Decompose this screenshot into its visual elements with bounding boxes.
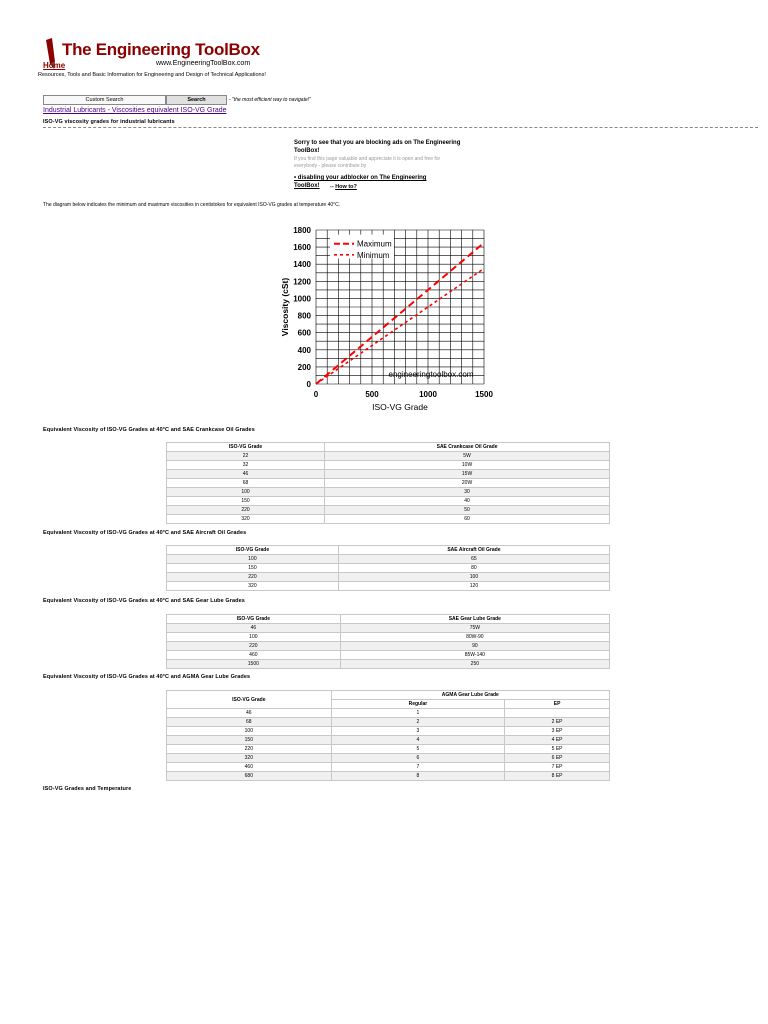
table-cell: 46 [167, 470, 325, 479]
table-cell: 320 [167, 515, 325, 524]
column-header: ISO-VG Grade [167, 691, 332, 709]
column-header: ISO-VG Grade [167, 443, 325, 452]
y-tick-label: 1200 [293, 277, 311, 287]
site-title[interactable]: The Engineering ToolBox [62, 40, 260, 59]
table-cell: 4 EP [505, 736, 610, 745]
table-row [167, 633, 610, 642]
y-tick-label: 800 [297, 311, 311, 321]
table-row [167, 754, 610, 763]
y-tick-label: 200 [297, 362, 311, 372]
table-cell: 150 [167, 564, 339, 573]
table-cell: 100 [167, 555, 339, 564]
table-cell: 10W [325, 461, 610, 470]
y-axis-label: Viscosity (cSt) [280, 277, 290, 337]
intro-text: The diagram below indicates the minimum and maximum viscosities in centistokes for equivalent ISO-VG grades at temperature 40°C. [43, 202, 341, 208]
table-row [167, 745, 610, 754]
y-tick-label: 1000 [293, 294, 311, 304]
table-row [167, 515, 610, 524]
table-cell: 150 [167, 736, 332, 745]
table-cell: 2 EP [505, 718, 610, 727]
aircraft-table [166, 545, 610, 591]
table-row [167, 564, 610, 573]
table-row [167, 718, 610, 727]
table-row [167, 573, 610, 582]
table-row [167, 624, 610, 633]
x-tick-label: 1000 [419, 390, 437, 399]
table-cell: 7 EP [505, 763, 610, 772]
table-row [167, 555, 610, 564]
site-url: www.EngineeringToolBox.com [156, 60, 251, 67]
table-cell: 250 [340, 660, 609, 669]
table-cell: 50 [325, 506, 610, 515]
page-title: ISO-VG viscosity grades for industrial lubricants [43, 119, 175, 125]
table-cell: 8 [331, 772, 505, 781]
x-tick-label: 500 [365, 390, 379, 399]
y-tick-label: 400 [297, 345, 311, 355]
table-cell: 68 [167, 718, 332, 727]
table-cell: 100 [338, 573, 609, 582]
table-cell: 460 [167, 651, 341, 660]
table-row [167, 452, 610, 461]
legend-label-maximum: Maximum [357, 239, 392, 249]
disable-adblocker-text[interactable]: disabling your adblocker on The Engineering ToolBox! [294, 175, 427, 189]
y-tick-label: 0 [306, 380, 311, 389]
table-cell: 150 [167, 497, 325, 506]
x-axis-label: ISO-VG Grade [372, 402, 428, 412]
chart-watermark: engineeringtoolbox.com [388, 370, 474, 380]
agma-table [166, 690, 610, 781]
table-cell: 5W [325, 452, 610, 461]
table-row [167, 651, 610, 660]
y-tick-label: 1600 [293, 243, 311, 253]
column-header: SAE Crankcase Oil Grade [325, 443, 610, 452]
table-cell: 3 [331, 727, 505, 736]
table-cell: 46 [167, 624, 341, 633]
table-cell: 1500 [167, 660, 341, 669]
adblock-notice-text: If you find this page valuable and appreciate it is open and free for everybody - please contribute by [294, 156, 441, 169]
table-row [167, 479, 610, 488]
table-row [167, 497, 610, 506]
bullet: • [294, 175, 298, 181]
table-cell: 460 [167, 763, 332, 772]
table-cell: 5 [331, 745, 505, 754]
y-tick-label: 1800 [293, 226, 311, 235]
table-row [167, 488, 610, 497]
table-cell: 1 [331, 709, 505, 718]
tagline: Resources, Tools and Basic Information for Engineering and Design of Technical Applications! [38, 72, 266, 78]
table-cell: 6 [331, 754, 505, 763]
column-header: ISO-VG Grade [167, 546, 339, 555]
table-row [167, 727, 610, 736]
table-row [167, 660, 610, 669]
table-cell: 5 EP [505, 745, 610, 754]
table-cell: 220 [167, 642, 341, 651]
table-row [167, 582, 610, 591]
column-header: AGMA Gear Lube Grade [331, 691, 609, 700]
table-cell: 80W-90 [340, 633, 609, 642]
table-cell: 320 [167, 754, 332, 763]
home-link[interactable]: Home [43, 61, 66, 70]
table-cell: 85W-140 [340, 651, 609, 660]
section-heading-gear-lube: Equivalent Viscosity of ISO-VG Grades at 40°C and SAE Gear Lube Grades [43, 598, 245, 604]
y-tick-label: 600 [297, 328, 311, 338]
table-cell: 7 [331, 763, 505, 772]
table-cell [505, 709, 610, 718]
table-cell: 68 [167, 479, 325, 488]
table-cell: 120 [338, 582, 609, 591]
search-button[interactable]: Search [166, 95, 227, 105]
x-tick-label: 0 [313, 390, 319, 399]
table-cell: 320 [167, 582, 339, 591]
crankcase-table [166, 442, 610, 524]
table-cell: 2 [331, 718, 505, 727]
table-cell: 65 [338, 555, 609, 564]
table-row [167, 506, 610, 515]
column-header: Regular [331, 700, 505, 709]
legend-label-minimum: Minimum [357, 250, 390, 260]
column-header: SAE Gear Lube Grade [340, 615, 609, 624]
how-to-text[interactable]: How to? [335, 184, 357, 190]
table-row [167, 461, 610, 470]
search-note: - "the most efficient way to navigate!" [229, 97, 311, 103]
table-cell: 75W [340, 624, 609, 633]
table-cell: 60 [325, 515, 610, 524]
section-heading-crankcase: Equivalent Viscosity of ISO-VG Grades at 40°C and SAE Crankcase Oil Grades [43, 427, 255, 433]
table-cell: 100 [167, 633, 341, 642]
table-cell: 32 [167, 461, 325, 470]
table-cell: 90 [340, 642, 609, 651]
how-to-link[interactable] [330, 184, 357, 190]
table-cell: 30 [325, 488, 610, 497]
table-cell: 8 EP [505, 772, 610, 781]
viscosity-chart [276, 220, 496, 415]
table-cell: 15W [325, 470, 610, 479]
table-cell: 220 [167, 745, 332, 754]
column-header: SAE Aircraft Oil Grade [338, 546, 609, 555]
table-cell: 46 [167, 709, 332, 718]
table-cell: 680 [167, 772, 332, 781]
section-heading-aircraft: Equivalent Viscosity of ISO-VG Grades at 40°C and SAE Aircraft Oil Grades [43, 530, 247, 536]
table-cell: 40 [325, 497, 610, 506]
table-cell: 220 [167, 506, 325, 515]
table-cell: 100 [167, 488, 325, 497]
y-tick-label: 1400 [293, 260, 311, 270]
table-cell: 4 [331, 736, 505, 745]
column-header: ISO-VG Grade [167, 615, 341, 624]
divider [43, 127, 758, 128]
table-row [167, 709, 610, 718]
adblock-notice-title: Sorry to see that you are blocking ads on The Engineering ToolBox! [294, 140, 461, 154]
breadcrumb[interactable]: Industrial Lubricants - Viscosities equivalent ISO-VG Grade [43, 107, 227, 114]
table-cell: 20W [325, 479, 610, 488]
table-row [167, 763, 610, 772]
column-header: EP [505, 700, 610, 709]
x-tick-label: 1500 [475, 390, 493, 399]
table-cell: 22 [167, 452, 325, 461]
how-to-prefix: -- [330, 184, 334, 190]
gear-lube-table [166, 614, 610, 669]
table-cell: 80 [338, 564, 609, 573]
section-heading-temperature: ISO-VG Grades and Temperature [43, 786, 132, 792]
section-heading-agma: Equivalent Viscosity of ISO-VG Grades at 40°C and AGMA Gear Lube Grades [43, 674, 251, 680]
search-input[interactable]: Custom Search [43, 95, 166, 105]
table-row [167, 642, 610, 651]
table-cell: 3 EP [505, 727, 610, 736]
table-row [167, 772, 610, 781]
disable-adblocker-link[interactable] [294, 174, 444, 190]
table-row [167, 470, 610, 479]
table-cell: 6 EP [505, 754, 610, 763]
table-row [167, 736, 610, 745]
table-cell: 100 [167, 727, 332, 736]
table-cell: 220 [167, 573, 339, 582]
